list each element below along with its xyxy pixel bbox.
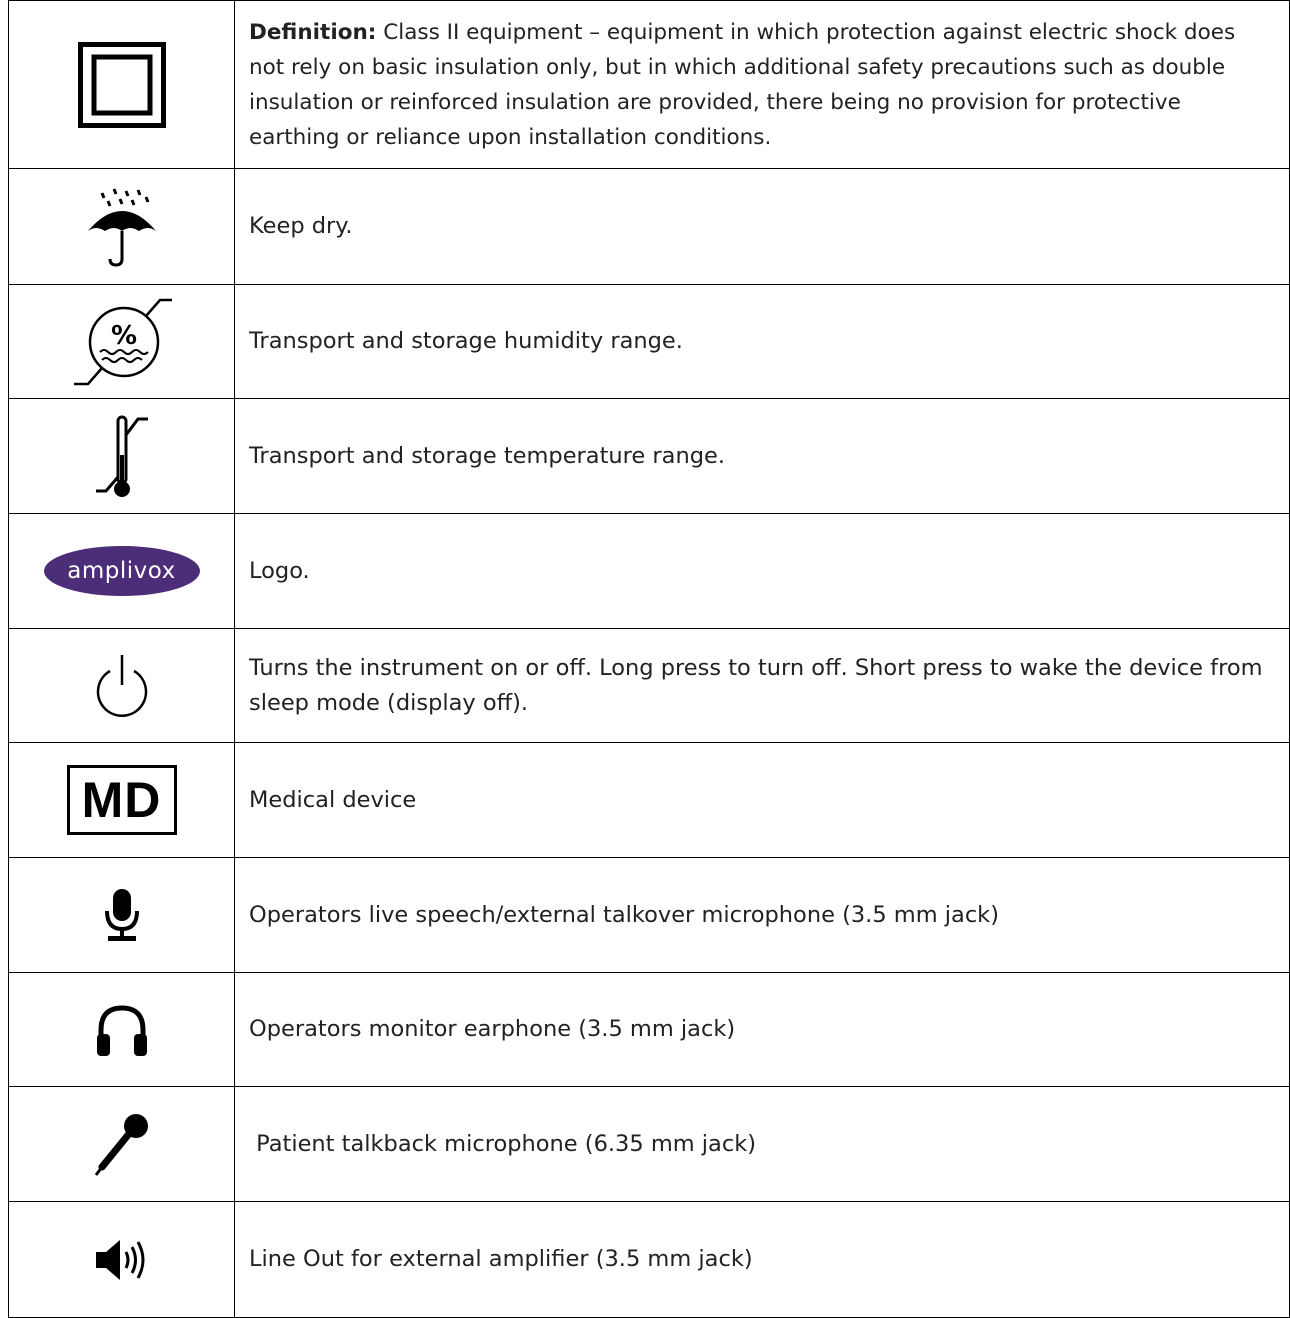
desk-microphone-icon (9, 887, 234, 943)
description-cell (235, 514, 1290, 629)
description-text: Transport and storage humidity range. (249, 328, 683, 354)
icon-cell (9, 399, 235, 514)
table-row (9, 285, 1290, 399)
description-cell (235, 285, 1290, 399)
description-cell (235, 1087, 1290, 1202)
description-cell (235, 1, 1290, 169)
table-row (9, 1087, 1290, 1202)
icon-cell (9, 285, 235, 399)
description-cell (235, 1202, 1290, 1318)
definition-text: Class II equipment – equipment in which protection against electric shock does not rely on basic insulation only, but in which additional safety precautions such as double insulation or reinforced insulation are provided, there being no provision for protective earthing or reliance upon installation conditions. (249, 19, 1236, 150)
class-ii-double-square-icon (9, 42, 234, 128)
table-row (9, 1, 1290, 169)
description-cell (235, 399, 1290, 514)
description-cell (235, 629, 1290, 743)
amplivox-logo: amplivox (44, 546, 200, 596)
temperature-range-icon (9, 411, 234, 501)
description-cell (235, 743, 1290, 858)
icon-cell (9, 973, 235, 1087)
description-text: Logo. (249, 557, 310, 584)
keep-dry-umbrella-icon (9, 187, 234, 267)
description-cell (235, 169, 1290, 285)
icon-cell (9, 1087, 235, 1202)
svg-text:%: % (110, 320, 137, 351)
table-row (9, 399, 1290, 514)
icon-cell (9, 1202, 235, 1318)
handheld-microphone-icon (9, 1111, 234, 1177)
table-row (9, 743, 1290, 858)
description-cell (235, 973, 1290, 1087)
icon-cell (9, 743, 235, 858)
description-text: Medical device (249, 786, 417, 813)
humidity-range-icon (9, 294, 234, 390)
speaker-icon (9, 1238, 234, 1282)
description-text: Patient talkback microphone (6.35 mm jack) (249, 1130, 757, 1157)
icon-cell (9, 1, 235, 169)
table-row (9, 973, 1290, 1087)
table-row (9, 858, 1290, 973)
symbols-table (8, 0, 1290, 1318)
definition-label: Definition: (249, 19, 377, 45)
table-row (9, 169, 1290, 285)
description-text: Turns the instrument on or off. Long press to turn off. Short press to wake the device from sleep mode (display off). (249, 654, 1263, 716)
description-text: Line Out for external amplifier (3.5 mm jack) (249, 1246, 753, 1272)
icon-cell (9, 514, 235, 629)
description-text: Transport and storage temperature range. (249, 442, 725, 469)
medical-device-icon: MD (67, 765, 177, 835)
description-text: Keep dry. (249, 213, 353, 239)
headphones-icon (9, 1002, 234, 1058)
table-row (9, 1202, 1290, 1318)
icon-cell (9, 629, 235, 743)
description-text: Operators monitor earphone (3.5 mm jack) (249, 1016, 736, 1042)
description-cell (235, 858, 1290, 973)
icon-cell (9, 858, 235, 973)
power-icon (9, 651, 234, 721)
icon-cell (9, 169, 235, 285)
description-text: Operators live speech/external talkover microphone (3.5 mm jack) (249, 901, 999, 928)
table-row (9, 629, 1290, 743)
table-row (9, 514, 1290, 629)
